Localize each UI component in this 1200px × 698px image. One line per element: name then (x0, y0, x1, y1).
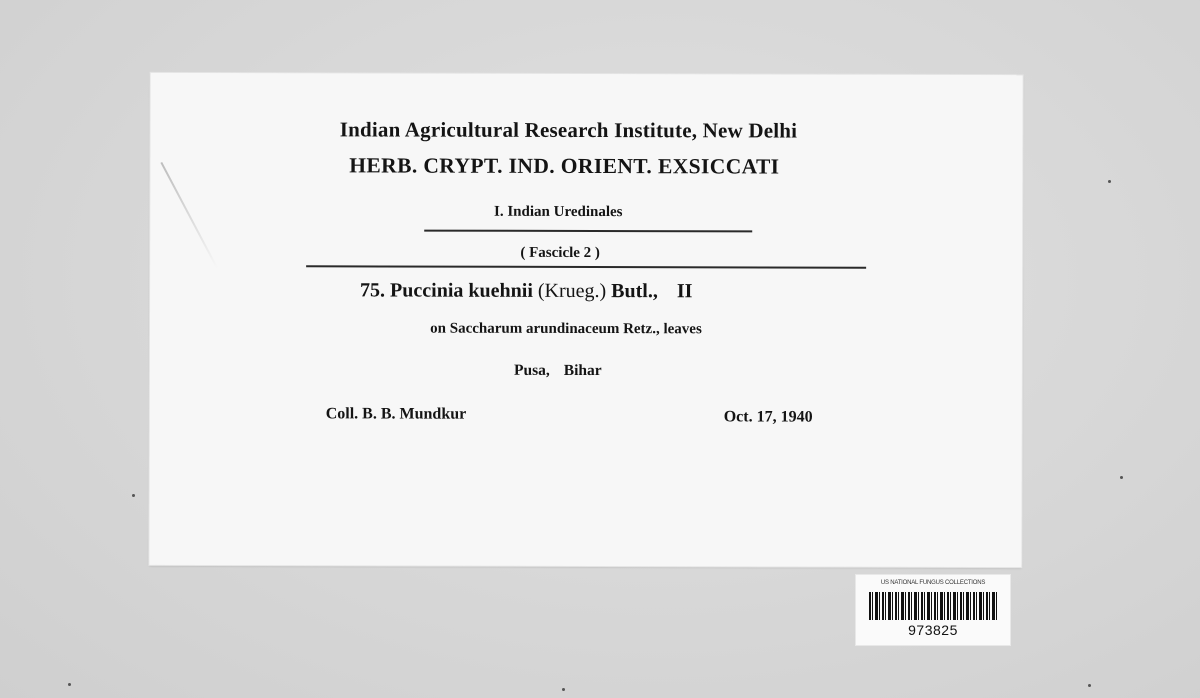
barcode-bars (869, 592, 997, 620)
speck (1108, 180, 1111, 183)
speck (562, 688, 565, 691)
collector: Coll. B. B. Mundkur (325, 405, 467, 423)
speck (1088, 684, 1091, 687)
host-plant: on Saccharum arundinaceum Retz., leaves (430, 320, 702, 338)
specimen-number: 75. (360, 279, 386, 302)
locality (122, 361, 994, 381)
specimen-label (149, 73, 1022, 567)
series-rule (424, 230, 752, 233)
series-title: I. Indian Uredinales (493, 203, 623, 221)
locality-region: Bihar (563, 361, 602, 380)
barcode-label (856, 575, 1010, 645)
locality-place: Pusa, (514, 361, 550, 379)
parenthetical-authority: (Krueg.) (537, 279, 607, 303)
barcode-header: US NATIONAL FUNGUS COLLECTIONS (880, 580, 986, 586)
collection-date: Oct. 17, 1940 (723, 408, 813, 426)
speck (68, 683, 71, 686)
species-authority: Butl., (611, 280, 658, 303)
section-rule (306, 265, 866, 268)
speck (1120, 476, 1123, 479)
institute-name: Indian Agricultural Research Institute, New Delhi (339, 117, 798, 143)
fascicle-number: ( Fascicle 2 ) (520, 244, 600, 262)
species-name: Puccinia kuehnii (390, 279, 533, 302)
spore-stage: II (676, 280, 693, 303)
herbarium-title: HERB. CRYPT. IND. ORIENT. EXSICCATI (349, 153, 780, 179)
speck (132, 494, 135, 497)
barcode-number: 973825 (908, 622, 958, 638)
specimen-entry (360, 279, 692, 303)
